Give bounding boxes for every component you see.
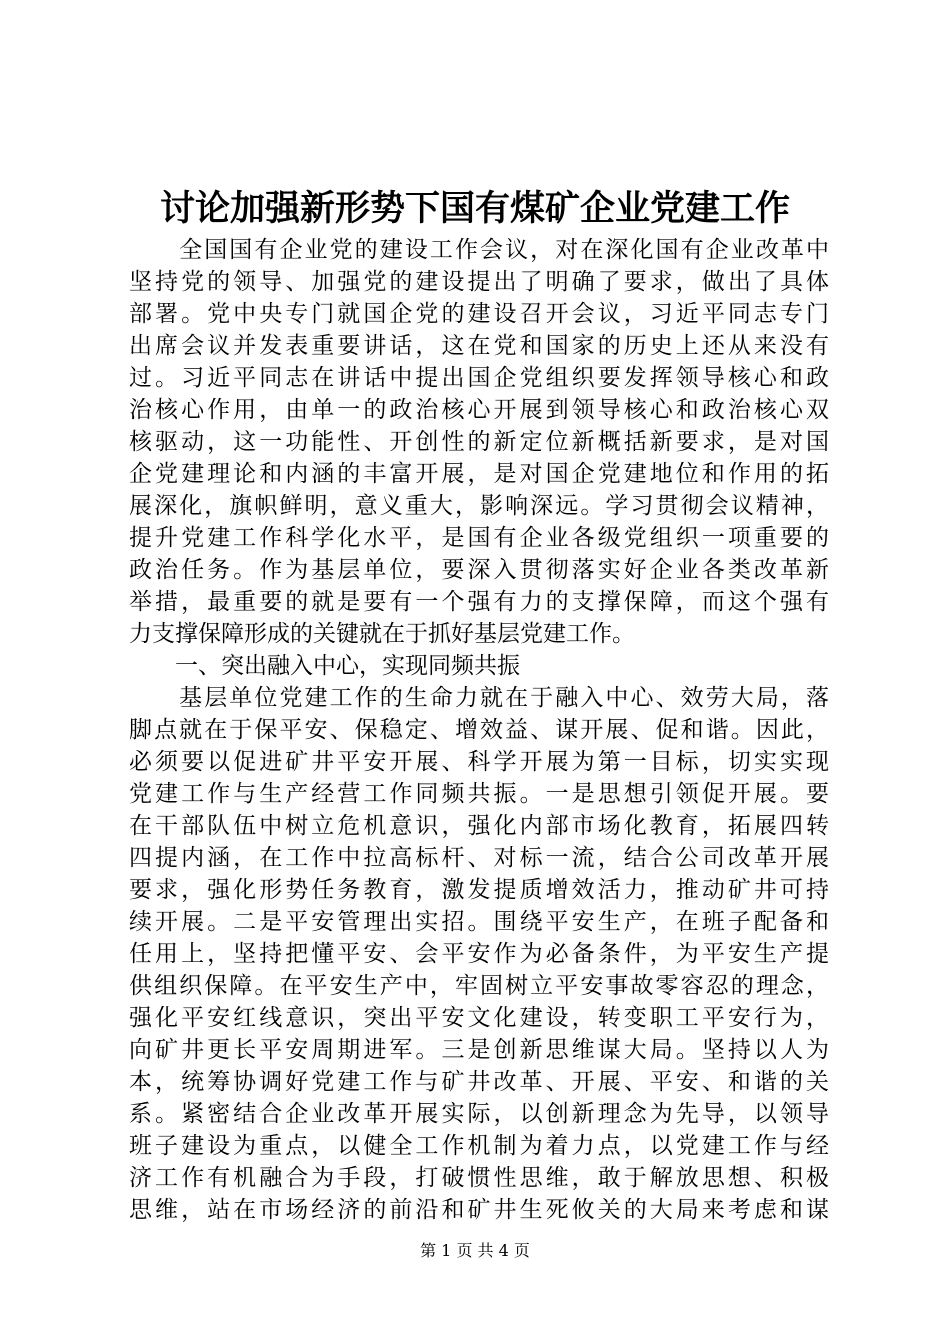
body-line: 全国国有企业党的建设工作会议，对在深化国有企业改革中 [129, 237, 829, 263]
body-line: 党建工作与生产经营工作同频共振。一是思想引领促开展。要 [129, 781, 829, 807]
body-line: 展深化，旗帜鲜明，意义重大，影响深远。学习贯彻会议精神， [129, 493, 829, 519]
body-line: 出席会议并发表重要讲话，这在党和国家的历史上还从来没有 [129, 333, 829, 359]
body-line: 续开展。二是平安管理出实招。围绕平安生产，在班子配备和 [129, 909, 829, 935]
body-line: 部署。党中央专门就国企党的建设召开会议，习近平同志专门 [129, 301, 829, 327]
page-footer: 第 1 页 共 4 页 [420, 1241, 530, 1260]
document-title: 讨论加强新形势下国有煤矿企业党建工作 [159, 188, 790, 229]
body-line: 提升党建工作科学化水平，是国有企业各级党组织一项重要的 [129, 525, 829, 551]
section-heading: 一、突出融入中心，实现同频共振 [129, 653, 520, 679]
body-line: 举措，最重要的就是要有一个强有力的支撑保障，而这个强有 [129, 589, 829, 615]
body-line: 四提内涵，在工作中拉高标杆、对标一流，结合公司改革开展 [129, 845, 829, 871]
body-line: 供组织保障。在平安生产中，牢固树立平安事故零容忍的理念， [129, 973, 829, 999]
body-line: 思维，站在市场经济的前沿和矿井生死攸关的大局来考虑和谋 [129, 1197, 829, 1223]
body-line: 核驱动，这一功能性、开创性的新定位新概括新要求，是对国 [129, 429, 829, 455]
document-body [129, 234, 829, 1226]
body-line: 企党建理论和内涵的丰富开展，是对国企党建地位和作用的拓 [129, 461, 829, 487]
body-line: 在干部队伍中树立危机意识，强化内部市场化教育，拓展四转 [129, 813, 829, 839]
body-line: 任用上，坚持把懂平安、会平安作为必备条件，为平安生产提 [129, 941, 829, 967]
body-line: 必须要以促进矿井平安开展、科学开展为第一目标，切实实现 [129, 749, 829, 775]
body-line: 脚点就在于保平安、保稳定、增效益、谋开展、促和谐。因此， [129, 717, 829, 743]
body-line: 系。紧密结合企业改革开展实际，以创新理念为先导，以领导 [129, 1101, 829, 1127]
body-line: 基层单位党建工作的生命力就在于融入中心、效劳大局，落 [129, 685, 829, 711]
body-line: 要求，强化形势任务教育，激发提质增效活力，推动矿井可持 [129, 877, 829, 903]
body-line: 济工作有机融合为手段，打破惯性思维，敢于解放思想、积极 [129, 1165, 829, 1191]
body-line: 坚持党的领导、加强党的建设提出了明确了要求，做出了具体 [129, 269, 829, 295]
body-line: 班子建设为重点，以健全工作机制为着力点，以党建工作与经 [129, 1133, 829, 1159]
body-line: 力支撑保障形成的关键就在于抓好基层党建工作。 [129, 621, 635, 647]
body-line: 向矿井更长平安周期进军。三是创新思维谋大局。坚持以人为 [129, 1037, 829, 1063]
body-line: 本，统筹协调好党建工作与矿井改革、开展、平安、和谐的关 [129, 1069, 829, 1095]
body-line: 政治任务。作为基层单位，要深入贯彻落实好企业各类改革新 [129, 557, 829, 583]
body-line: 过。习近平同志在讲话中提出国企党组织要发挥领导核心和政 [129, 365, 829, 391]
body-line: 治核心作用，由单一的政治核心开展到领导核心和政治核心双 [129, 397, 829, 423]
body-line: 强化平安红线意识，突出平安文化建设，转变职工平安行为， [129, 1005, 829, 1031]
